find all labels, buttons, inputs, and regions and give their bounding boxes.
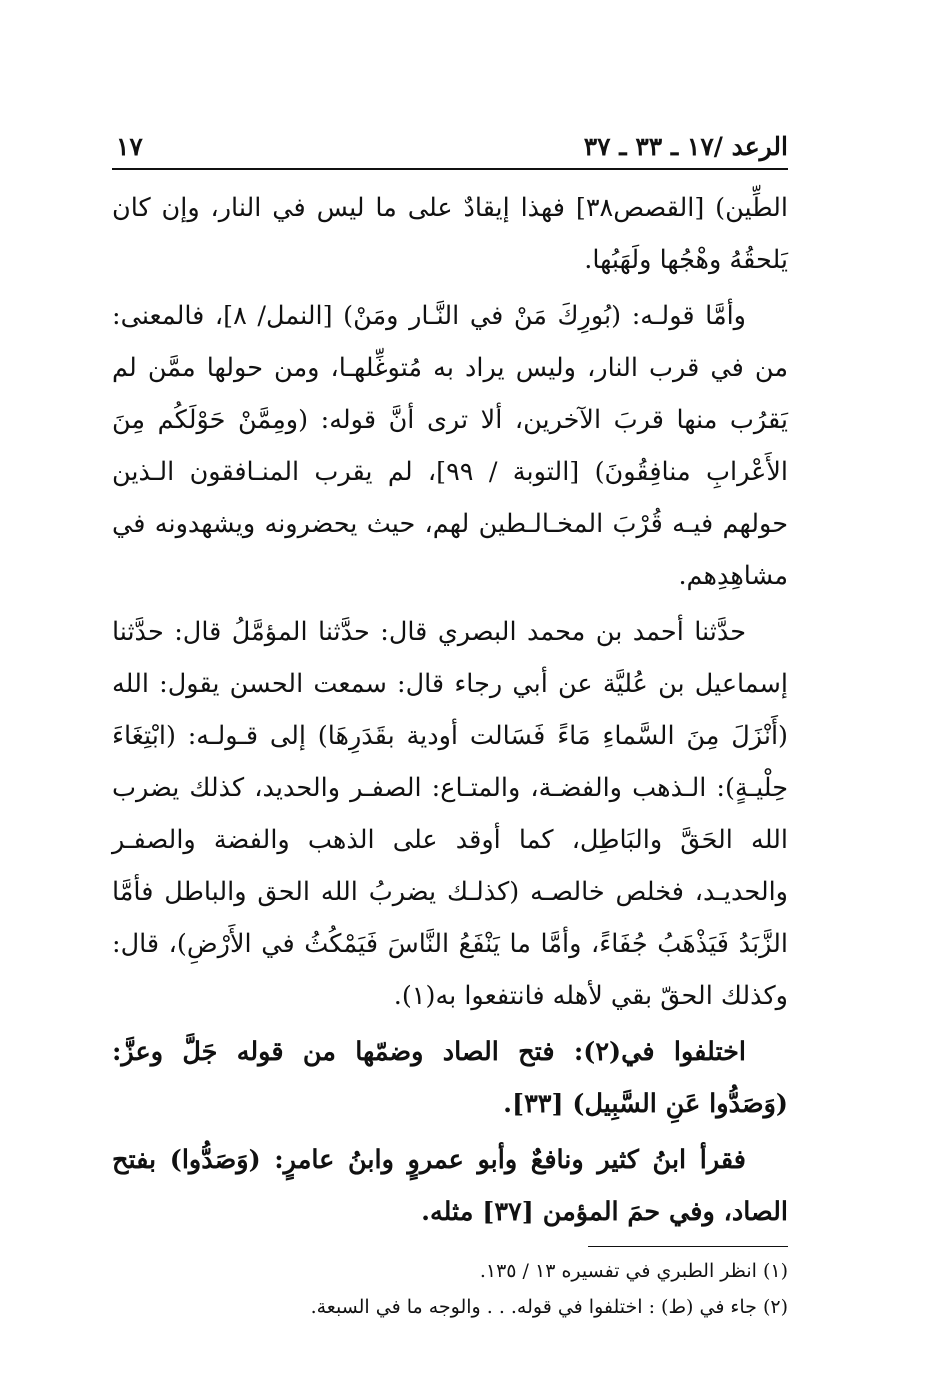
footnotes	[112, 1253, 788, 1325]
footnote-rule	[588, 1246, 788, 1247]
footnote-2: (٢) جاء في (ط) : اختلفوا في قوله. . . والوجه ما في السبعة.	[310, 1296, 788, 1318]
paragraph-ikhtilaf: اختلفوا في(٢): فتح الصاد وضمّها من قوله جَلَّ وعزَّ: (وَصَدُّوا عَنِ السَّبِيل) [٣٣].	[112, 1037, 788, 1119]
header-title: الرعد /١٧ ـ ٣٣ ـ ٣٧	[583, 132, 788, 161]
paragraph-burika: وأمَّا قولـه: (بُورِكَ مَنْ في النَّـار ومَنْ) [النمل/ ٨]، فالمعنى: من في قرب النار، وليس يراد به مُتوغِّلهـا، ومن حولها ممَّن لم يَقرُب منها قربَ الآخرين، ألا ترى أنَّ قوله: (ومِمَّنْ حَوْلَكُم مِنَ الأَعْرابِ منافِقُونَ) [التوبة / ٩٩]، لم يقرب المنـافقون الـذين حولهم فيـه قُرْبَ المخـالـطين لهم، حيث يحضرونه ويشهدونه في مشاهِدِهم.	[112, 301, 788, 591]
paragraph-qiraat: فقرأ ابنُ كثير ونافعٌ وأبو عمروٍ وابنُ عامرٍ: (وَصَدُّوا) بفتح الصاد، وفي حمَ المؤمن [٣٧] مثله.	[112, 1145, 788, 1227]
header-rule	[112, 168, 788, 170]
paragraph-continuation: الطِّين) [القصص٣٨] فهذا إيقادٌ على ما ليس في النار، وإن كان يَلحقُهُ وهْجُها ولَهَبُها.	[112, 193, 788, 275]
page-number: ١٧	[116, 132, 143, 161]
running-header	[112, 124, 788, 168]
footnote-1: (١) انظر الطبري في تفسيره ١٣ / ١٣٥.	[479, 1260, 788, 1282]
body-text	[112, 182, 788, 1238]
book-page	[112, 124, 788, 1324]
paragraph-hadith: حدَّثنا أحمد بن محمد البصري قال: حدَّثنا المؤمَّلُ قال: حدَّثنا إسماعيل بن عُليَّة عن أبي رجاء قال: سمعت الحسن يقول: الله (أَنْزَلَ مِنَ السَّماءِ مَاءً فَسَالت أودية بقَدَرِهَا) إلى قـولـه: (ابْتِغَاءَ حِلْيـةٍ): الـذهب والفضـة، والمتـاع: الصفـر والحديد، كذلك يضرب الله الحَقَّ والبَاطِل، كما أوقد على الذهب والفضة والصفـر والحديـد، فخلص خالصـه (كذلـك يضربُ الله الحق والباطل فأمَّا الزَّبَدُ فَيَذْهَبُ جُفَاءً، وأمَّا ما يَنْفَعُ النَّاسَ فَيَمْكُثُ في الأَرْضِ)، قال: وكذلك الحقّ بقي لأهله فانتفعوا به(١).	[112, 617, 788, 1011]
